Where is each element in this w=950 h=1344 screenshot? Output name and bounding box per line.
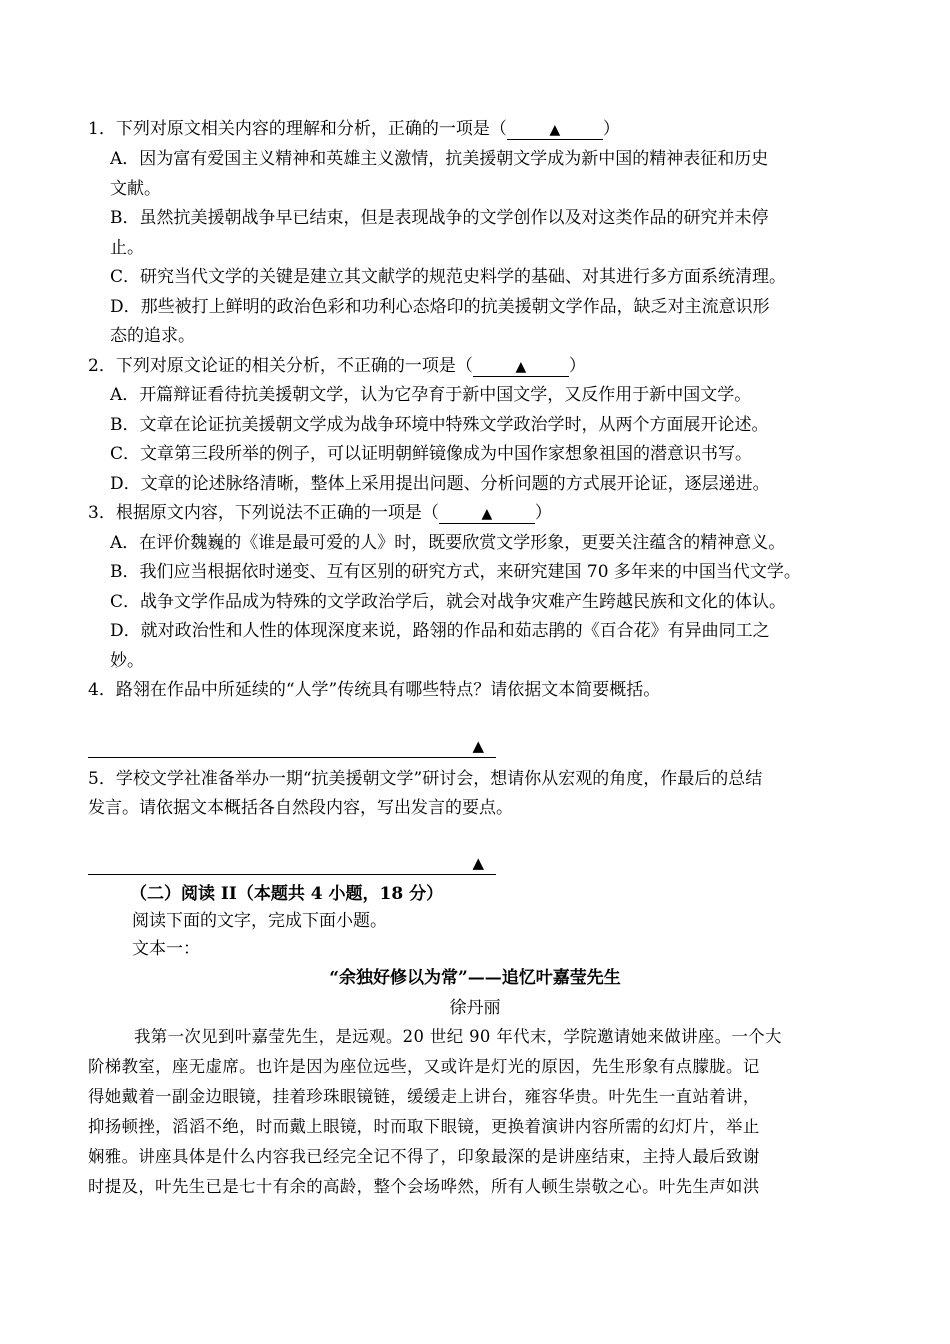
- question-4-stem: 4．路翎在作品中所延续的“人学”传统具有哪些特点？请依据文本简要概括。: [88, 680, 661, 700]
- article-paragraph-line: 得她戴着一副金边眼镜，挂着珍珠眼镜链，缓缓走上讲台，雍容华贵。叶先生一直站着讲，: [88, 1087, 760, 1106]
- question-2-stem: [88, 355, 586, 377]
- question-4-answer-line[interactable]: [88, 735, 496, 758]
- question-2-option-c: C．文章第三段所举的例子，可以证明朝鲜镜像成为中国作家想象祖国的潜意识书写。: [110, 444, 753, 464]
- question-5-stem-cont: 发言。请依据文本概括各自然段内容，写出发言的要点。: [88, 798, 513, 818]
- question-2-option-a: A．开篇辩证看待抗美援朝文学，认为它孕育于新中国文学，又反作用于新中国文学。: [110, 385, 752, 405]
- question-5-answer-line[interactable]: [88, 852, 496, 875]
- question-3-option-d-cont: 妙。: [110, 651, 144, 671]
- question-2-answer-blank[interactable]: ▲: [473, 358, 569, 377]
- question-1-option-d-cont: 态的追求。: [110, 326, 195, 346]
- question-2-stem-text: 2．下列对原文论证的相关分析，不正确的一项是（: [88, 356, 473, 376]
- article-title: “余独好修以为常”——追忆叶嘉莹先生: [329, 968, 621, 988]
- question-3-stem: [88, 502, 552, 524]
- question-5-stem: 5．学校文学社准备举办一期“抗美援朝文学”研讨会，想请你从宏观的角度，作最后的总结: [88, 769, 763, 789]
- question-1-close-paren: ）: [602, 119, 620, 139]
- question-3-answer-blank[interactable]: ▲: [439, 505, 535, 524]
- question-1-option-b-cont: 止。: [110, 238, 144, 258]
- text-one-label: 文本一：: [132, 939, 200, 959]
- article-paragraph-line: 娴雅。讲座具体是什么内容我已经完全记不得了，印象最深的是讲座结束，主持人最后致谢: [88, 1147, 760, 1166]
- question-3-close-paren: ）: [534, 503, 552, 523]
- triangle-marker-icon: ▲: [472, 854, 484, 872]
- section-2-instruction: 阅读下面的文字，完成下面小题。: [132, 911, 387, 931]
- article-author: 徐丹丽: [449, 998, 501, 1018]
- article-paragraph-line: 阶梯教室，座无虚席。也许是因为座位远些，又或许是灯光的原因，先生形象有点朦胧。记: [88, 1057, 760, 1076]
- article-paragraph-line: 我第一次见到叶嘉莹先生，是远观。20 世纪 90 年代末，学院邀请她来做讲座。一个大: [134, 1027, 782, 1046]
- question-3-option-c: C．战争文学作品成为特殊的文学政治学后，就会对战争灾难产生跨越民族和文化的体认。: [110, 592, 787, 612]
- question-1-option-d: D．那些被打上鲜明的政治色彩和功利心态烙印的抗美援朝文学作品，缺乏对主流意识形: [110, 297, 770, 317]
- question-1-answer-blank[interactable]: ▲: [507, 121, 603, 140]
- question-1-option-c: C．研究当代文学的关键是建立其文献学的规范史料学的基础、对其进行多方面系统清理。: [110, 267, 787, 287]
- question-2-close-paren: ）: [568, 356, 586, 376]
- question-2-option-d: D．文章的论述脉络清晰，整体上采用提出问题、分析问题的方式展开论证，逐层递进。: [110, 474, 770, 494]
- triangle-marker-icon: ▲: [472, 737, 484, 755]
- question-1-stem: [88, 118, 620, 140]
- article-paragraph-line: 抑扬顿挫，滔滔不绝，时而戴上眼镜，时而取下眼镜，更换着演讲内容所需的幻灯片，举止: [88, 1117, 760, 1136]
- question-2-option-b: B．文章在论证抗美援朝文学成为战争环境中特殊文学政治学时，从两个方面展开论述。: [110, 415, 769, 435]
- section-2-heading: （二）阅读 II（本题共 4 小题，18 分）: [130, 884, 444, 904]
- question-1-option-b: B．虽然抗美援朝战争早已结束，但是表现战争的文学创作以及对这类作品的研究并未停: [110, 208, 769, 228]
- question-1-option-a: A．因为富有爱国主义精神和英雄主义激情，抗美援朝文学成为新中国的精神表征和历史: [110, 149, 769, 169]
- article-paragraph-line: 时提及，叶先生已是七十有余的高龄，整个会场哗然，所有人顿生崇敬之心。叶先生声如洪: [88, 1177, 760, 1196]
- question-1-option-a-cont: 文献。: [110, 179, 161, 199]
- question-3-option-b: B．我们应当根据依时递变、互有区别的研究方式，来研究建国 70 多年来的中国当代文学。: [110, 562, 801, 582]
- question-1-stem-text: 1．下列对原文相关内容的理解和分析，正确的一项是（: [88, 119, 507, 139]
- question-3-option-d: D．就对政治性和人性的体现深度来说，路翎的作品和茹志鹃的《百合花》有异曲同工之: [110, 621, 770, 641]
- question-3-option-a: A．在评价魏巍的《谁是最可爱的人》时，既要欣赏文学形象，更要关注蕴含的精神意义。: [110, 533, 786, 553]
- question-3-stem-text: 3．根据原文内容，下列说法不正确的一项是（: [88, 503, 439, 523]
